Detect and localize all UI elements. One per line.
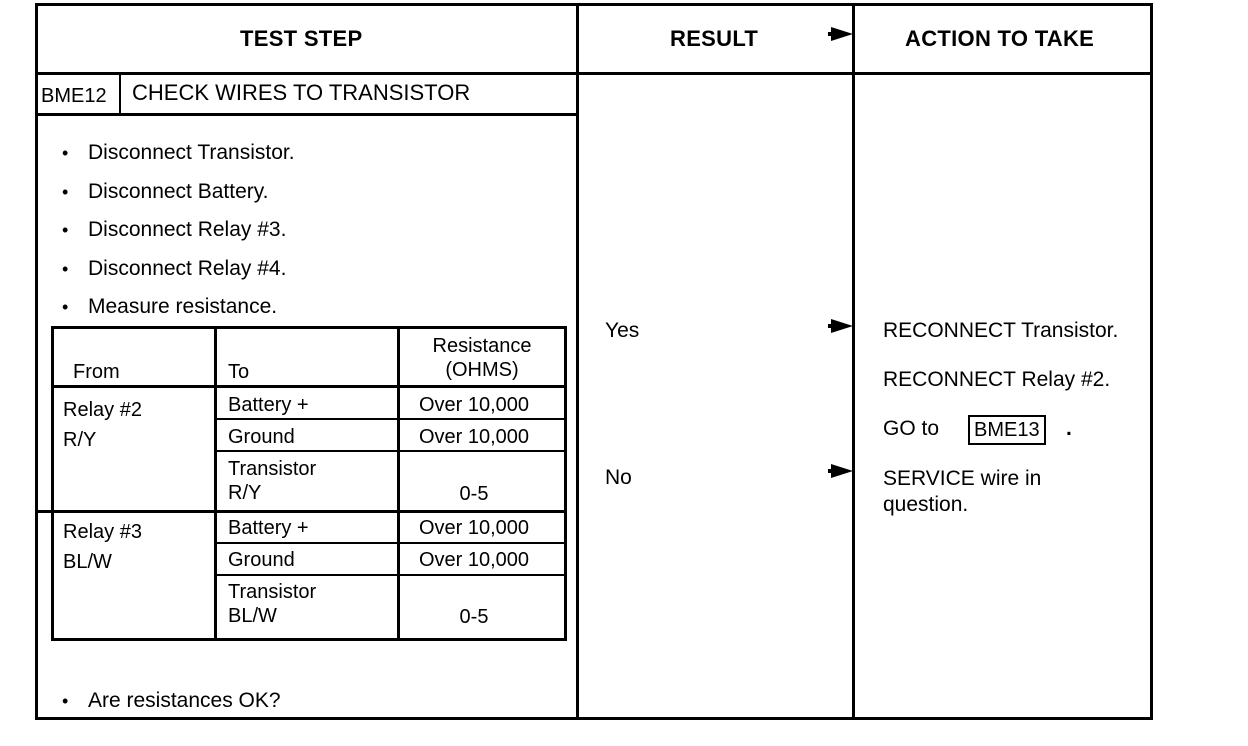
header-arrow-icon (831, 27, 853, 41)
table-header-to: To (228, 361, 250, 383)
header-action: ACTION TO TAKE (905, 26, 1095, 51)
instruction-item: • Disconnect Relay #4. (62, 250, 295, 289)
question-text: • Are resistances OK? (62, 689, 281, 712)
instruction-item: • Disconnect Transistor. (62, 134, 295, 173)
table-header-divider (51, 385, 567, 388)
step-code: BME12 (41, 85, 107, 107)
action-no: SERVICE wire in question. (883, 467, 1042, 516)
table-row-divider (214, 542, 567, 544)
divider-result-action (852, 3, 855, 720)
frame-right (1150, 3, 1153, 720)
frame-left (35, 3, 38, 720)
header-divider (35, 72, 1153, 75)
instruction-item: • Disconnect Relay #3. (62, 211, 295, 250)
table-cell-value: Over 10,000 (418, 426, 530, 448)
instruction-item: • Measure resistance. (62, 288, 295, 327)
action-yes-goto-suffix: . (1066, 417, 1072, 440)
step-title: CHECK WIRES TO TRANSISTOR (132, 80, 471, 105)
table-cell-value: Over 10,000 (418, 394, 530, 416)
header-result: RESULT (670, 26, 759, 51)
table-cell-to: Battery + (228, 517, 309, 539)
instruction-list (62, 134, 295, 327)
goto-reference-link[interactable]: BME13 (968, 415, 1046, 445)
table-cell-to: Transistor BL/W (228, 581, 317, 627)
table-left (51, 326, 54, 641)
result-no: No (605, 466, 632, 489)
step-title-bottom (35, 113, 579, 116)
table-from-relay2: Relay #2 R/Y (63, 399, 142, 451)
table-cell-to: Transistor R/Y (228, 458, 317, 504)
step-code-divider (119, 75, 121, 115)
result-yes-arrow-icon (831, 319, 853, 333)
divider-step-result (576, 3, 579, 720)
table-row-divider (214, 574, 567, 576)
table-header-resistance: Resistance (OHMS) (432, 335, 532, 381)
header-test-step: TEST STEP (240, 26, 363, 51)
table-cell-value: Over 10,000 (418, 549, 530, 571)
bullet-icon: • (62, 220, 69, 240)
table-header-from: From (73, 361, 120, 383)
table-top (51, 326, 567, 329)
table-group-divider (38, 510, 567, 513)
action-yes-line1: RECONNECT Transistor. (883, 319, 1119, 342)
bullet-icon: • (62, 181, 69, 202)
table-right (564, 326, 567, 641)
frame-bottom (35, 717, 1153, 720)
table-cell-value: 0-5 (459, 483, 489, 505)
table-cell-to: Battery + (228, 394, 309, 416)
action-yes-line2: RECONNECT Relay #2. (883, 368, 1111, 391)
table-from-relay3: Relay #3 BL/W (63, 521, 142, 573)
instruction-item: • Disconnect Battery. (62, 173, 295, 212)
result-no-arrow-icon (831, 464, 853, 478)
frame-top (35, 3, 1153, 6)
bullet-icon: • (62, 691, 69, 711)
table-cell-to: Ground (228, 426, 295, 448)
table-row-divider (214, 418, 567, 420)
bullet-icon: • (62, 258, 69, 279)
table-cell-value: Over 10,000 (418, 517, 530, 539)
table-cell-to: Ground (228, 549, 295, 571)
table-bottom (51, 638, 567, 641)
bullet-icon: • (62, 143, 69, 163)
table-col-divider-1 (214, 326, 217, 641)
action-yes-goto: GO to (883, 417, 940, 440)
table-cell-value: 0-5 (459, 606, 489, 628)
table-row-divider (214, 450, 567, 452)
bullet-icon: • (62, 297, 69, 317)
result-yes: Yes (605, 319, 640, 342)
